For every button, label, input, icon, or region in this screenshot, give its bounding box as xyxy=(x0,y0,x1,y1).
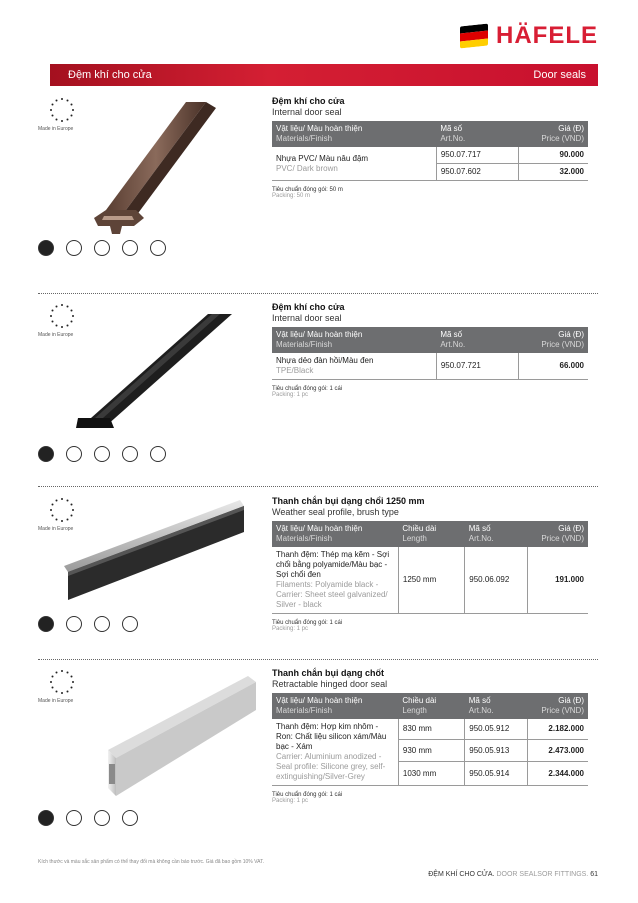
feature-icon-4 xyxy=(122,810,138,826)
product-info xyxy=(272,496,588,632)
table-row: 1030 mm 950.05.914 2.344.000 xyxy=(272,762,588,786)
brand-name: HÄFELE xyxy=(496,22,598,49)
made-in-label: Made in Europe xyxy=(38,126,74,132)
product-table: Vật liệu/ Màu hoàn thiện Materials/Finish Chiều dài Length Mã số Art.No. Giá (Đ) Price (VND) Thanh đệm: Hợp kim nhôm - Ron: Chất liệu silicon xám/Màu bạc - Xám Carrier: Aluminium anodized - Seal profile: Silicone grey, self-extinguishing/Silver-Grey 830 mm 950.05.912 2.182.000 930 mm 950.05.913 2.473.000 1030 mm 950.05.914 2.344.000 xyxy=(272,693,588,786)
packing-info: Tiêu chuẩn đóng gói: 1 cái Packing: 1 pc xyxy=(272,792,343,804)
feature-icon-5 xyxy=(150,240,166,256)
feature-icon-5 xyxy=(150,446,166,462)
section-divider xyxy=(38,293,598,294)
product-title: Đệm khí cho cửa xyxy=(272,302,345,312)
german-flag-icon xyxy=(460,24,488,49)
feature-icon-2 xyxy=(66,446,82,462)
aluminium-seal-image xyxy=(78,670,258,800)
feature-icon-2 xyxy=(66,616,82,632)
product-info xyxy=(272,668,588,804)
feature-icons xyxy=(38,240,166,256)
packing-info: Tiêu chuẩn đóng gói: 1 cái Packing: 1 pc xyxy=(272,620,343,632)
category-banner xyxy=(50,64,598,86)
feature-icon-1 xyxy=(38,616,54,632)
product-subtitle: Internal door seal xyxy=(272,313,342,323)
table-row: Thanh đệm: Hợp kim nhôm - Ron: Chất liệu silicon xám/Màu bạc - Xám Carrier: Aluminium anodized - Seal profile: Silicone grey, self-extinguishing/Silver-Grey 830 mm 950.05.912 2.182.000 xyxy=(272,719,588,740)
brush-seal-image xyxy=(58,496,258,606)
feature-icon-3 xyxy=(94,616,110,632)
feature-icon-4 xyxy=(122,240,138,256)
feature-icon-1 xyxy=(38,240,54,256)
banner-title-en: Door seals xyxy=(533,69,586,81)
section-divider xyxy=(38,659,598,660)
product-section-3 xyxy=(38,492,598,662)
product-section-4 xyxy=(38,664,598,844)
packing-info: Tiêu chuẩn đóng gói: 50 m Packing: 50 m xyxy=(272,187,343,199)
made-in-label: Made in Europe xyxy=(38,698,74,704)
product-image-area xyxy=(38,92,260,282)
product-section-1 xyxy=(38,92,598,292)
product-subtitle: Retractable hinged door seal xyxy=(272,679,388,689)
product-subtitle: Weather seal profile, brush type xyxy=(272,507,399,517)
brown-seal-image xyxy=(56,100,246,240)
product-image-area xyxy=(38,664,260,854)
packing-info: Tiêu chuẩn đóng gói: 1 cái Packing: 1 pc xyxy=(272,386,343,398)
feature-icon-2 xyxy=(66,810,82,826)
product-info xyxy=(272,96,588,199)
product-info xyxy=(272,302,588,398)
product-table: Vật liệu/ Màu hoàn thiện Materials/Finish Chiều dài Length Mã số Art.No. Giá (Đ) Price (VND) Thanh đệm: Thép mạ kẽm - Sợi chổi bằng polyamide/Màu bạc - Sợi chổi đen Filaments: Polyamide black - Carrier: Sheet steel galvanized/ Silver - black 1250 mm 950.06.092 191.000 xyxy=(272,521,588,614)
product-image-area xyxy=(38,492,260,682)
feature-icon-3 xyxy=(94,446,110,462)
feature-icon-4 xyxy=(122,446,138,462)
page-number: 61 xyxy=(590,871,598,878)
product-table: Vật liệu/ Màu hoàn thiện Materials/Finish Mã số Art.No. Giá (Đ) Price (VND) Nhựa PVC/ Màu nâu đậm PVC/ Dark brown 950.07.717 90.000 950.07.602 32.000 xyxy=(272,121,588,181)
section-divider xyxy=(38,486,598,487)
feature-icon-3 xyxy=(94,240,110,256)
made-in-label: Made in Europe xyxy=(38,526,74,532)
product-title: Thanh chắn bụi dạng chốt xyxy=(272,668,384,678)
product-title: Đệm khí cho cửa xyxy=(272,96,345,106)
product-title: Thanh chắn bụi dạng chổi 1250 mm xyxy=(272,496,425,506)
table-row: Thanh đệm: Thép mạ kẽm - Sợi chổi bằng polyamide/Màu bạc - Sợi chổi đen Filaments: Polyamide black - Carrier: Sheet steel galvanized/ Silver - black 1250 mm 950.06.092 191.000 xyxy=(272,547,588,614)
table-row: Nhựa dẻo đàn hồi/Màu đen TPE/Black 950.07.721 66.000 xyxy=(272,353,588,380)
footer-disclaimer: Kích thước và màu sắc sản phẩm có thể thay đổi mà không cần báo trước. Giá đã bao gồm 10% VAT. xyxy=(38,859,264,865)
table-row: 950.07.602 32.000 xyxy=(272,164,588,181)
feature-icon-1 xyxy=(38,446,54,462)
feature-icons xyxy=(38,810,138,826)
black-seal-image xyxy=(48,308,248,438)
product-image-area xyxy=(38,298,260,488)
feature-icon-2 xyxy=(66,240,82,256)
eu-stars-icon xyxy=(48,668,76,696)
product-subtitle: Internal door seal xyxy=(272,107,342,117)
hafele-logo xyxy=(460,22,598,50)
feature-icons xyxy=(38,446,166,462)
feature-icon-1 xyxy=(38,810,54,826)
feature-icon-3 xyxy=(94,810,110,826)
made-in-label: Made in Europe xyxy=(38,332,74,338)
table-row: Nhựa PVC/ Màu nâu đậm PVC/ Dark brown 950.07.717 90.000 xyxy=(272,147,588,164)
product-table: Vật liệu/ Màu hoàn thiện Materials/Finish Mã số Art.No. Giá (Đ) Price (VND) Nhựa dẻo đàn hồi/Màu đen TPE/Black 950.07.721 66.000 xyxy=(272,327,588,380)
page-caption: ĐỆM KHÍ CHO CỬA. DOOR SEALSOR FITTINGS. 61 xyxy=(428,871,598,878)
feature-icons xyxy=(38,616,138,632)
feature-icon-4 xyxy=(122,616,138,632)
banner-title-vi: Đệm khí cho cửa xyxy=(68,69,152,81)
table-row: 930 mm 950.05.913 2.473.000 xyxy=(272,740,588,762)
product-section-2 xyxy=(38,298,598,488)
